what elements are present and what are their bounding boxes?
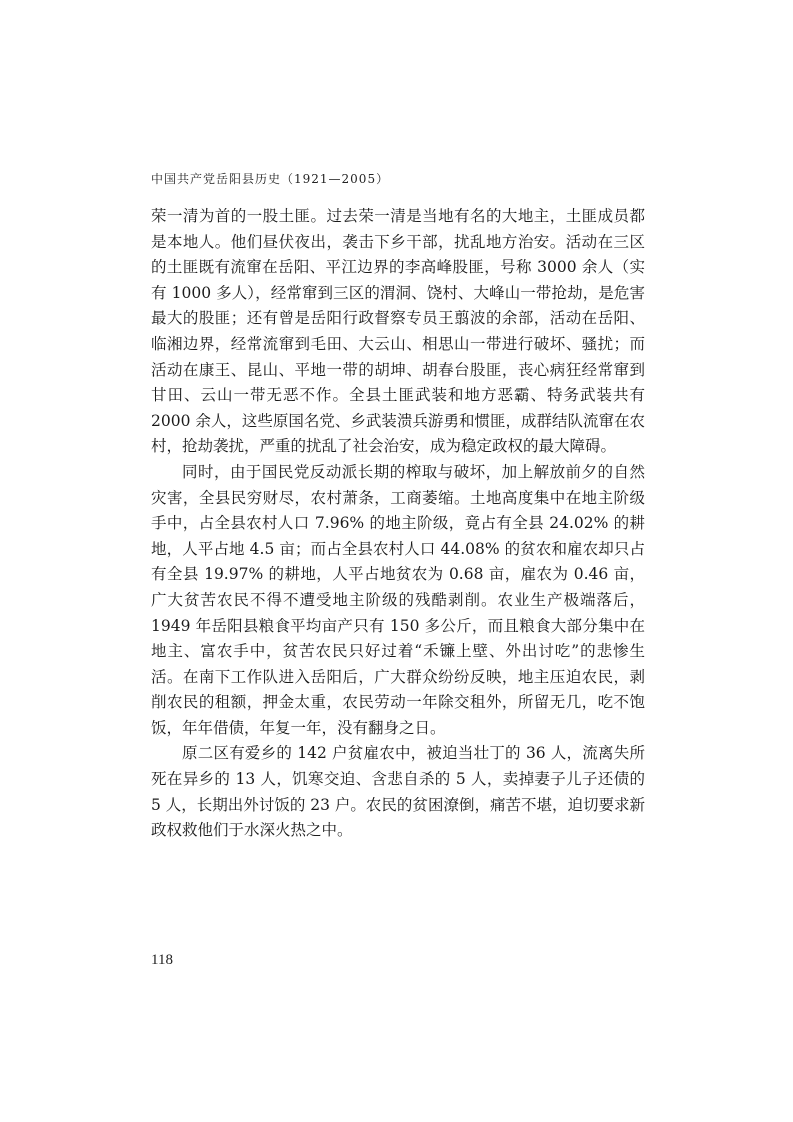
body-text xyxy=(151,204,645,844)
paragraph-3: 原二区有爱乡的 142 户贫雇农中，被迫当壮丁的 36 人，流离失所死在异乡的 13 人，饥寒交迫、含悲自杀的 5 人，卖掉妻子儿子还债的 5 人，长期出外讨饭的 23 户。农民的贫困潦倒，痛苦不堪，迫切要求新政权救他们于水深火热之中。 xyxy=(151,744,645,840)
paragraph-2: 同时，由于国民党反动派长期的榨取与破坏，加上解放前夕的自然灾害，全县民穷财尽，农村萧条，工商萎缩。土地高度集中在地主阶级手中，占全县农村人口 7.96% 的地主阶级，竟占有全县 24.02% 的耕地，人平占地 4.5 亩；而占全县农村人口 44.08% 的贫农和雇农却只占有全县 19.97% 的耕地，人平占地贫农为 0.68 亩，雇农为 0.46 亩，广大贫苦农民不得不遭受地主阶级的残酷剥削。农业生产极端落后，1949 年岳阳县粮食平均亩产只有 150 多公斤，而且粮食大部分集中在地主、富农手中，贫苦农民只好过着“禾镰上壁、外出讨吃”的悲惨生活。在南下工作队进入岳阳后，广大群众纷纷反映，地主压迫农民，剥削农民的租额，押金太重，农民劳动一年除交租外，所留无几，吃不饱饭，年年借债，年复一年，没有翻身之日。 xyxy=(151,462,645,737)
page-number: 118 xyxy=(151,952,173,968)
running-header: 中国共产党岳阳县历史（1921—2005） xyxy=(151,172,390,186)
paragraph-1: 荣一清为首的一股土匪。过去荣一清是当地有名的大地主，土匪成员都是本地人。他们昼伏夜出，袭击下乡干部，扰乱地方治安。活动在三区的土匪既有流窜在岳阳、平江边界的李高峰股匪，号称 3000 余人（实有 1000 多人），经常窜到三区的渭洞、饶村、大峰山一带抢劫，是危害最大的股匪；还有曾是岳阳行政督察专员王翦波的余部，活动在岳阳、临湘边界，经常流窜到毛田、大云山、相思山一带进行破坏、骚扰；而活动在康王、昆山、平地一带的胡坤、胡春台股匪，丧心病狂经常窜到甘田、云山一带无恶不作。全县土匪武装和地方恶霸、特务武装共有 2000 余人，这些原国名党、乡武装溃兵游勇和惯匪，成群结队流窜在农村，抢劫袭扰，严重的扰乱了社会治安，成为稳定政权的最大障碍。 xyxy=(151,207,645,456)
